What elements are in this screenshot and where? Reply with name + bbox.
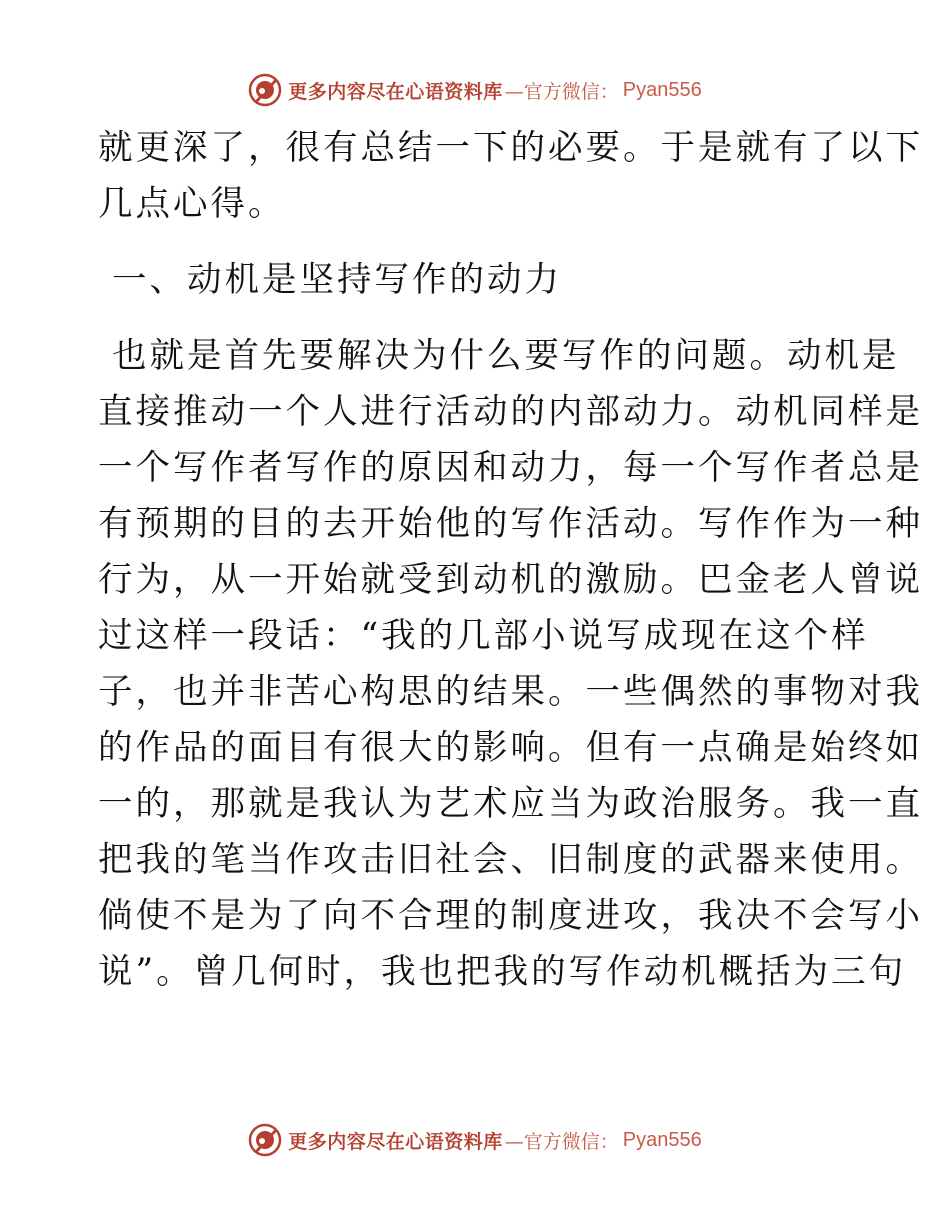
official-label: —官方微信： [504, 80, 619, 103]
text-line: 行为，从一开始就受到动机的激励。巴金老人曾说 [98, 560, 923, 600]
footer-watermark [0, 1120, 950, 1160]
text-line: 说”。曾几何时，我也把我的写作动机概括为三句 [98, 952, 907, 992]
wechat-id: Pyan556 [622, 1128, 702, 1151]
text-line: 一个写作者写作的原因和动力，每一个写作者总是 [98, 448, 923, 488]
text-line: 直接推动一个人进行活动的内部动力。动机同样是 [98, 392, 923, 432]
text-line: 把我的笔当作攻击旧社会、旧制度的武器来使用。 [98, 840, 923, 880]
text-line: 有预期的目的去开始他的写作活动。写作作为一种 [98, 504, 923, 544]
section-heading: 一、动机是坚持写作的动力 [98, 260, 562, 300]
document-body [98, 120, 923, 1000]
text-line: 倘使不是为了向不合理的制度进攻，我决不会写小 [98, 896, 923, 936]
text-line: 过这样一段话：“我的几部小说写成现在这个样 [98, 616, 869, 656]
text-line: 的作品的面目有很大的影响。但有一点确是始终如 [98, 728, 923, 768]
quill-logo-icon [248, 1123, 282, 1157]
text-line: 子，也并非苦心构思的结果。一些偶然的事物对我 [98, 672, 923, 712]
text-line: 就更深了，很有总结一下的必要。于是就有了以下 [98, 128, 923, 168]
text-line: 几点心得。 [98, 184, 286, 224]
brand-text: 更多内容尽在心语资料库 [288, 80, 503, 103]
brand-text: 更多内容尽在心语资料库 [288, 1130, 503, 1153]
official-label: —官方微信： [504, 1130, 619, 1153]
quill-logo-icon [248, 73, 282, 107]
text-line: 一的，那就是我认为艺术应当为政治服务。我一直 [98, 784, 923, 824]
wechat-id: Pyan556 [622, 78, 702, 101]
text-line: 也就是首先要解决为什么要写作的问题。动机是 [98, 336, 900, 376]
header-watermark [0, 70, 950, 110]
